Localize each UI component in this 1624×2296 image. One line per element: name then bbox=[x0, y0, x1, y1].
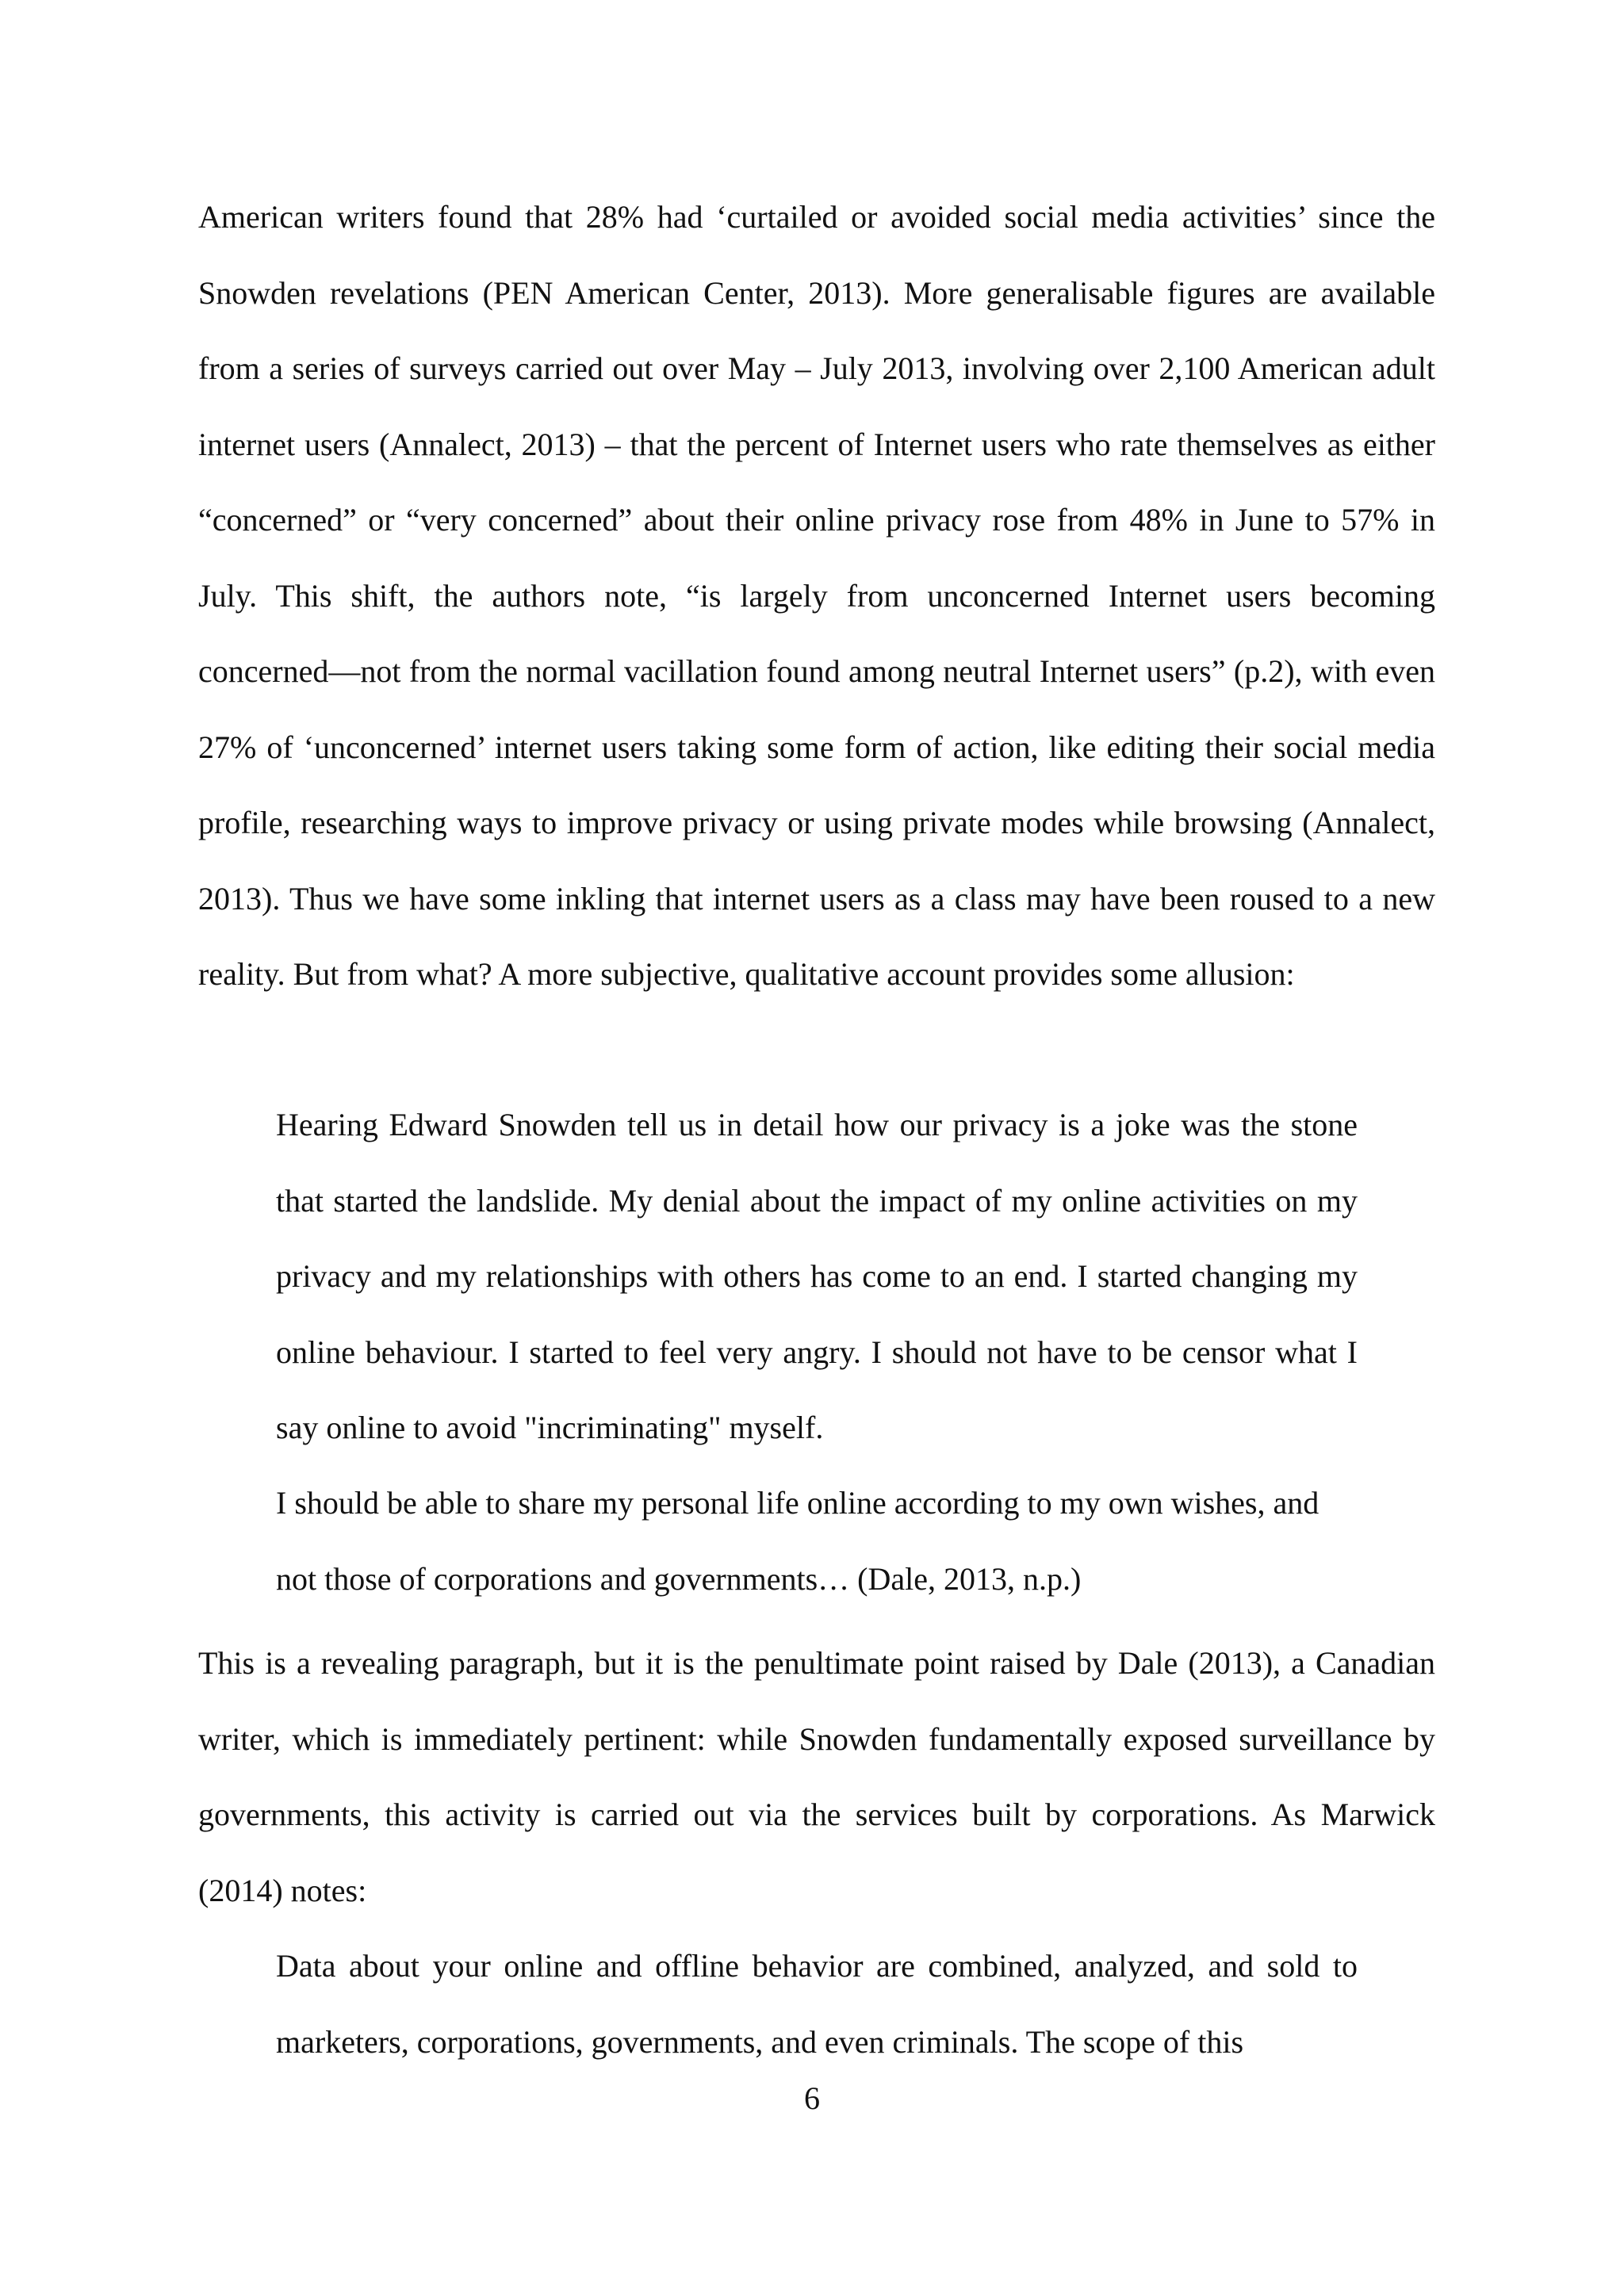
block-quote-dale-1: Hearing Edward Snowden tell us in detail how our privacy is a joke was the stone that started the landslide. My denial about the impact of my online activities on my privacy and my relationships with others has come to an end. I started changing my online behaviour. I started to feel very angry. I should not have to be censor what I say online to avoid "incriminating" myself. bbox=[276, 1107, 1358, 1445]
body-paragraph-2: This is a revealing paragraph, but it is the penultimate point raised by Dale (2013), a Canadian writer, which is immediately pertinent: while Snowden fundamentally exposed surveillance by governments, this activity is carried out via the services built by corporations. As Marwick (2014) notes: bbox=[198, 1645, 1435, 1908]
block-quote-marwick: Data about your online and offline behavior are combined, analyzed, and sold to marketers, corporations, governments, and even criminals. The scope of this bbox=[276, 1948, 1358, 2060]
body-paragraph-1: American writers found that 28% had ‘curtailed or avoided social media activities’ since the Snowden revelations (PEN American Center, 2013). More generalisable figures are available from a series of surveys carried out over May – July 2013, involving over 2,100 American adult internet users (Annalect, 2013) – that the percent of Internet users who rate themselves as either “concerned” or “very concerned” about their online privacy rose from 48% in June to 57% in July. This shift, the authors note, “is largely from unconcerned Internet users becoming concerned—not from the normal vacillation found among neutral Internet users” (p.2), with even 27% of ‘unconcerned’ internet users taking some form of action, like editing their social media profile, researching ways to improve privacy or using private modes while browsing (Annalect, 2013). Thus we have some inkling that internet users as a class may have been roused to a new reality. But from what? A more subjective, qualitative account provides some allusion: bbox=[198, 199, 1435, 992]
page-number: 6 bbox=[804, 2080, 820, 2116]
block-quote-dale-2: I should be able to share my personal life online according to my own wishes, and not those of corporations and governments… (Dale, 2013, n.p.) bbox=[276, 1485, 1320, 1597]
